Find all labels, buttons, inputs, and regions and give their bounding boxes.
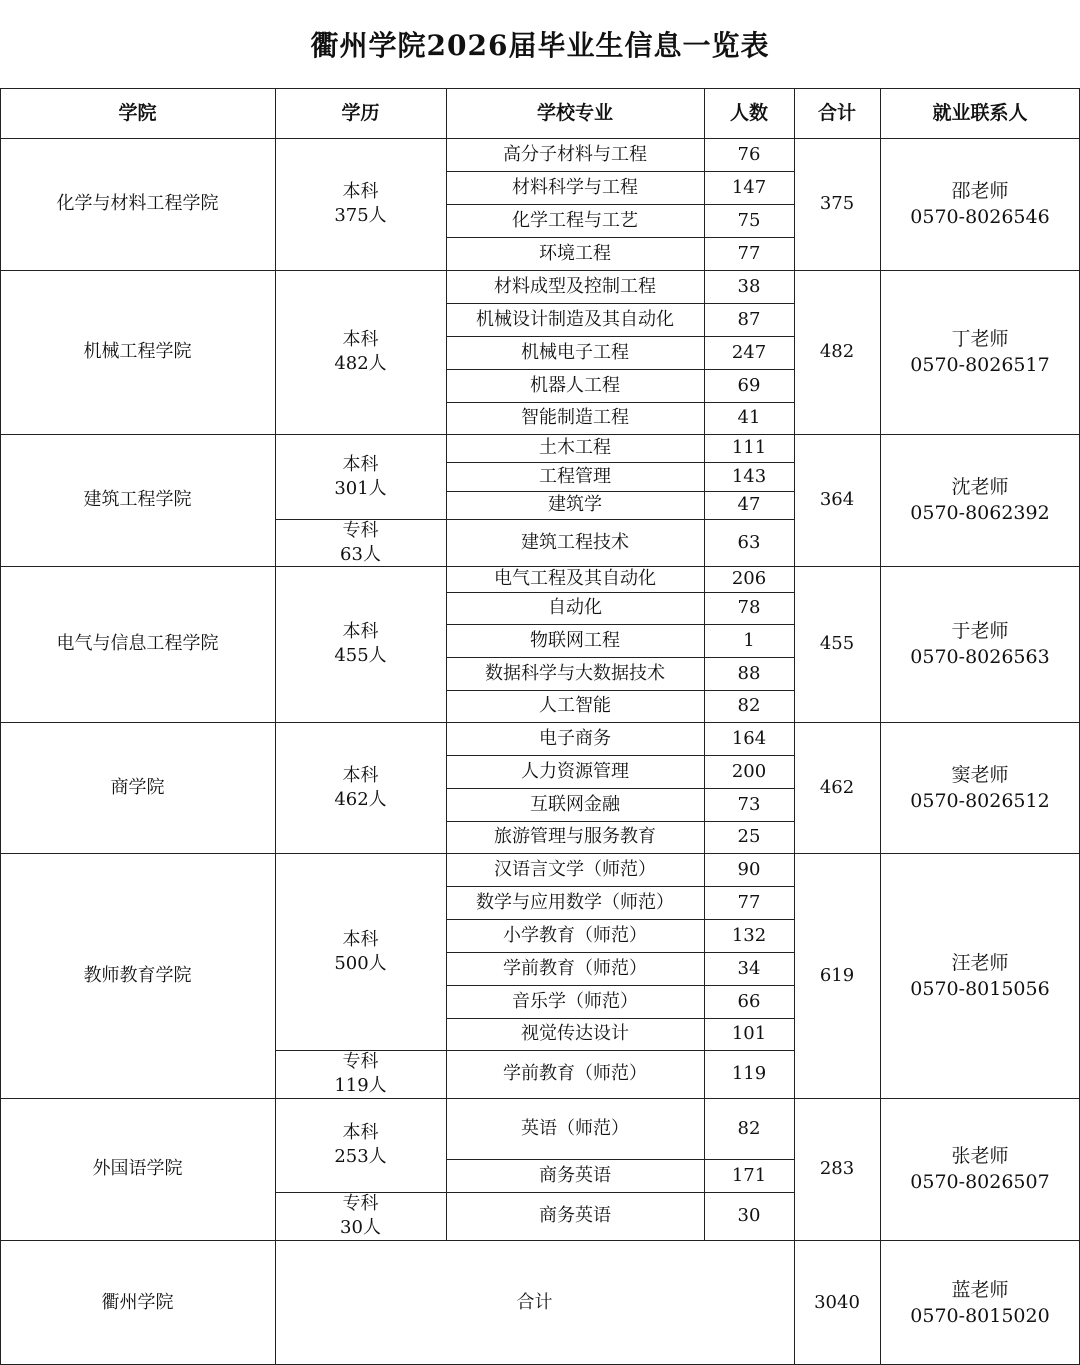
college-contact-line-0: 沈老师 xyxy=(951,476,1009,498)
major-name-text: 化学工程与工艺 xyxy=(512,209,638,231)
college-contact-line-0: 汪老师 xyxy=(951,951,1009,974)
major-count xyxy=(704,1098,794,1159)
college-name xyxy=(0,270,275,434)
major-count-text: 101 xyxy=(731,1023,767,1044)
major-count xyxy=(704,171,794,204)
table-rule xyxy=(446,303,794,304)
college-name-text: 教师教育学院 xyxy=(83,964,192,986)
major-name-text: 材料成型及控制工程 xyxy=(494,275,656,297)
summary-contact-line-0: 蓝老师 xyxy=(951,1278,1009,1301)
major-count xyxy=(704,237,794,270)
college-total-text: 364 xyxy=(819,489,855,510)
summary-college-text: 衢州学院 xyxy=(101,1291,174,1313)
major-count xyxy=(704,952,794,985)
major-count-text: 25 xyxy=(737,826,761,847)
major-count xyxy=(704,657,794,690)
major-count xyxy=(704,722,794,755)
major-count xyxy=(704,1050,794,1098)
table-rule xyxy=(880,1240,881,1365)
major-name xyxy=(446,755,704,788)
header-contact xyxy=(880,88,1080,138)
college-total xyxy=(794,270,880,434)
major-name xyxy=(446,886,704,919)
major-name xyxy=(446,138,704,171)
degree-level xyxy=(275,270,446,434)
degree-level-line-1: 119人 xyxy=(334,1075,387,1096)
college-contact-line-1: 0570-8026546 xyxy=(910,206,1050,228)
major-count-text: 1 xyxy=(743,629,755,651)
major-count-text: 69 xyxy=(737,374,761,396)
college-contact xyxy=(880,270,1080,434)
header-level xyxy=(275,88,446,138)
major-count xyxy=(704,1159,794,1192)
college-contact-line-1: 0570-8026512 xyxy=(910,789,1050,812)
major-name-text: 学前教育（师范） xyxy=(503,1063,647,1084)
degree-level xyxy=(275,519,446,566)
major-name xyxy=(446,270,704,303)
major-name-text: 互联网金融 xyxy=(530,793,620,815)
college-contact-line-0: 邵老师 xyxy=(951,180,1009,202)
college-contact xyxy=(880,434,1080,566)
degree-level-line-1: 455人 xyxy=(334,645,387,666)
table-rule xyxy=(446,624,794,625)
college-contact-line-1: 0570-8026563 xyxy=(910,646,1050,668)
major-name xyxy=(446,657,704,690)
major-name-text: 旅游管理与服务教育 xyxy=(494,826,656,847)
major-count-text: 82 xyxy=(737,1117,761,1139)
college-total xyxy=(794,434,880,566)
major-name-text: 机械电子工程 xyxy=(521,341,629,363)
table-rule xyxy=(446,690,794,691)
college-name xyxy=(0,853,275,1098)
degree-level-line-0: 专科 xyxy=(342,1193,379,1214)
major-count xyxy=(704,919,794,952)
major-name xyxy=(446,434,704,462)
table-rule xyxy=(275,1240,276,1365)
college-contact-line-1: 0570-8062392 xyxy=(910,502,1050,524)
major-name xyxy=(446,1050,704,1098)
major-name xyxy=(446,1018,704,1050)
header-total-text: 合计 xyxy=(817,102,856,124)
degree-level-line-1: 375人 xyxy=(334,205,387,226)
major-count xyxy=(704,985,794,1018)
major-count-text: 38 xyxy=(737,275,761,297)
major-name xyxy=(446,985,704,1018)
header-count xyxy=(704,88,794,138)
major-name-text: 英语（师范） xyxy=(521,1117,629,1139)
major-count-text: 77 xyxy=(737,891,761,913)
major-count-text: 171 xyxy=(731,1164,767,1186)
major-count xyxy=(704,336,794,369)
summary-contact xyxy=(880,1240,1080,1365)
major-count xyxy=(704,821,794,853)
major-name xyxy=(446,369,704,402)
degree-level-line-1: 253人 xyxy=(334,1146,387,1167)
degree-level xyxy=(275,434,446,519)
major-count-text: 34 xyxy=(737,957,761,979)
major-name-text: 自动化 xyxy=(548,597,602,618)
major-name-text: 建筑工程技术 xyxy=(521,531,629,553)
degree-level-line-1: 301人 xyxy=(334,477,387,499)
degree-level-line-0: 本科 xyxy=(342,621,379,642)
college-contact-line-0: 丁老师 xyxy=(951,328,1009,350)
major-name-text: 数据科学与大数据技术 xyxy=(485,662,665,684)
degree-level xyxy=(275,1192,446,1240)
college-total-text: 482 xyxy=(819,341,855,362)
table-rule xyxy=(446,369,794,370)
major-count-text: 47 xyxy=(737,494,761,515)
degree-level xyxy=(275,566,446,722)
college-name-text: 建筑工程学院 xyxy=(83,489,192,510)
major-name-text: 智能制造工程 xyxy=(521,407,629,428)
page-title: 衢州学院2026届毕业生信息一览表 xyxy=(310,29,770,62)
degree-level xyxy=(275,138,446,270)
degree-level-line-0: 本科 xyxy=(342,928,379,950)
college-contact-line-1: 0570-8026507 xyxy=(910,1171,1050,1193)
major-count-text: 143 xyxy=(731,465,767,487)
major-name-text: 电子商务 xyxy=(539,727,611,749)
degree-level-line-1: 63人 xyxy=(340,543,381,565)
major-count-text: 247 xyxy=(731,341,767,363)
table-rule xyxy=(446,204,794,205)
college-name xyxy=(0,566,275,722)
table-rule xyxy=(446,755,794,756)
table-rule xyxy=(446,1018,794,1019)
major-count-text: 41 xyxy=(737,407,761,428)
major-name xyxy=(446,491,704,519)
degree-level xyxy=(275,853,446,1050)
college-name-text: 外国语学院 xyxy=(92,1158,183,1179)
major-count-text: 77 xyxy=(737,242,761,264)
major-count-text: 147 xyxy=(731,176,767,198)
major-name-text: 工程管理 xyxy=(539,465,611,487)
table-rule xyxy=(446,336,794,337)
degree-level-line-0: 本科 xyxy=(342,764,379,786)
college-contact xyxy=(880,1098,1080,1240)
college-total-text: 619 xyxy=(819,964,855,986)
major-count xyxy=(704,1192,794,1240)
major-name-text: 环境工程 xyxy=(539,242,611,264)
major-name xyxy=(446,722,704,755)
table-rule xyxy=(446,1159,794,1160)
major-count xyxy=(704,886,794,919)
major-name-text: 商务英语 xyxy=(539,1205,611,1226)
degree-level-line-0: 本科 xyxy=(342,453,379,475)
major-name-text: 视觉传达设计 xyxy=(521,1023,629,1044)
major-name-text: 商务英语 xyxy=(539,1164,611,1186)
header-major-text: 学校专业 xyxy=(536,102,613,124)
major-count xyxy=(704,519,794,566)
college-total-text: 462 xyxy=(819,776,855,798)
table-rule xyxy=(446,886,794,887)
degree-level xyxy=(275,722,446,853)
major-name xyxy=(446,592,704,624)
degree-level-line-0: 专科 xyxy=(342,1051,379,1072)
college-total-text: 283 xyxy=(819,1158,855,1179)
major-name xyxy=(446,303,704,336)
college-name-text: 电气与信息工程学院 xyxy=(56,633,219,654)
college-contact-line-0: 张老师 xyxy=(951,1145,1009,1167)
major-name-text: 高分子材料与工程 xyxy=(503,143,647,165)
college-contact-line-0: 于老师 xyxy=(951,620,1009,642)
major-name xyxy=(446,462,704,491)
header-college-text: 学院 xyxy=(118,102,157,124)
table-rule xyxy=(446,821,794,822)
header-contact-text: 就业联系人 xyxy=(932,102,1028,124)
college-name-text: 商学院 xyxy=(110,776,165,798)
major-name xyxy=(446,204,704,237)
college-contact-line-0: 窦老师 xyxy=(951,763,1009,786)
table-rule xyxy=(446,592,794,593)
major-count xyxy=(704,138,794,171)
major-count-text: 82 xyxy=(737,695,761,716)
major-name xyxy=(446,1159,704,1192)
major-count xyxy=(704,434,794,462)
major-name xyxy=(446,402,704,434)
major-name xyxy=(446,919,704,952)
college-contact xyxy=(880,138,1080,270)
major-count xyxy=(704,755,794,788)
major-name xyxy=(446,519,704,566)
table-rule xyxy=(0,88,1080,89)
major-name-text: 人工智能 xyxy=(539,695,611,716)
major-count-text: 30 xyxy=(737,1205,761,1226)
degree-level-line-0: 本科 xyxy=(342,181,379,202)
major-name-text: 建筑学 xyxy=(548,494,602,515)
college-name xyxy=(0,138,275,270)
major-name xyxy=(446,821,704,853)
major-count-text: 90 xyxy=(737,858,761,880)
major-count-text: 87 xyxy=(737,308,761,330)
table-rule xyxy=(446,657,794,658)
major-count-text: 73 xyxy=(737,793,761,815)
major-name xyxy=(446,566,704,592)
summary-total xyxy=(794,1240,880,1365)
major-name xyxy=(446,624,704,657)
major-name-text: 人力资源管理 xyxy=(521,760,629,782)
college-contact xyxy=(880,853,1080,1098)
major-count-text: 164 xyxy=(731,727,767,749)
degree-level-line-1: 462人 xyxy=(334,788,387,810)
major-name xyxy=(446,952,704,985)
major-count-text: 78 xyxy=(737,597,761,618)
college-name-text: 机械工程学院 xyxy=(83,341,192,362)
major-count xyxy=(704,853,794,886)
header-level-text: 学历 xyxy=(341,102,380,124)
table-rule xyxy=(794,1240,795,1365)
major-name xyxy=(446,690,704,722)
college-total xyxy=(794,138,880,270)
college-name xyxy=(0,434,275,566)
college-total-text: 375 xyxy=(819,193,855,214)
college-contact xyxy=(880,722,1080,853)
major-name xyxy=(446,237,704,270)
summary-college xyxy=(0,1240,275,1365)
major-count-text: 76 xyxy=(737,143,761,165)
summary-label xyxy=(275,1240,794,1365)
major-count-text: 132 xyxy=(731,924,767,946)
college-total xyxy=(794,566,880,722)
college-contact-line-1: 0570-8026517 xyxy=(910,354,1050,376)
table-rule xyxy=(446,171,794,172)
major-count xyxy=(704,566,794,592)
major-name-text: 音乐学（师范） xyxy=(512,990,638,1012)
summary-total-text: 3040 xyxy=(814,1291,860,1313)
header-major xyxy=(446,88,704,138)
major-name xyxy=(446,1192,704,1240)
major-count xyxy=(704,690,794,722)
table-rule xyxy=(446,985,794,986)
major-name xyxy=(446,853,704,886)
college-name xyxy=(0,722,275,853)
major-name-text: 汉语言文学（师范） xyxy=(494,858,656,880)
college-total-text: 455 xyxy=(819,633,855,654)
major-name-text: 机械设计制造及其自动化 xyxy=(476,308,674,330)
degree-level-line-0: 专科 xyxy=(342,519,379,541)
header-college xyxy=(0,88,275,138)
major-name-text: 机器人工程 xyxy=(530,374,620,396)
table-rule xyxy=(446,491,794,492)
major-name-text: 土木工程 xyxy=(539,437,611,458)
header-total xyxy=(794,88,880,138)
college-name xyxy=(0,1098,275,1240)
table-rule xyxy=(446,462,794,463)
table-rule xyxy=(446,237,794,238)
major-count-text: 206 xyxy=(731,568,767,589)
major-name-text: 电气工程及其自动化 xyxy=(494,568,656,589)
major-count xyxy=(704,491,794,519)
header-count-text: 人数 xyxy=(729,102,768,124)
table-rule xyxy=(446,402,794,403)
major-count-text: 119 xyxy=(731,1063,767,1084)
major-name-text: 物联网工程 xyxy=(530,629,620,651)
college-contact-line-1: 0570-8015056 xyxy=(910,977,1050,1000)
summary-label-text: 合计 xyxy=(516,1291,553,1313)
table-rule xyxy=(446,952,794,953)
major-name-text: 学前教育（师范） xyxy=(503,957,647,979)
major-count-text: 200 xyxy=(731,760,767,782)
major-name xyxy=(446,336,704,369)
degree-level-line-0: 本科 xyxy=(342,329,379,350)
table-rule xyxy=(446,788,794,789)
major-count-text: 75 xyxy=(737,209,761,231)
major-count-text: 63 xyxy=(737,531,761,553)
college-total xyxy=(794,1098,880,1240)
summary-contact-line-1: 0570-8015020 xyxy=(910,1304,1050,1327)
major-count-text: 66 xyxy=(737,990,761,1012)
major-count xyxy=(704,1018,794,1050)
major-name-text: 小学教育（师范） xyxy=(503,924,647,946)
major-count xyxy=(704,462,794,491)
degree-level-line-0: 本科 xyxy=(342,1122,379,1143)
major-count xyxy=(704,624,794,657)
college-contact xyxy=(880,566,1080,722)
major-name-text: 材料科学与工程 xyxy=(512,176,638,198)
major-count xyxy=(704,402,794,434)
major-count xyxy=(704,204,794,237)
college-total xyxy=(794,853,880,1098)
degree-level-line-1: 30人 xyxy=(340,1217,381,1238)
major-count xyxy=(704,592,794,624)
college-total xyxy=(794,722,880,853)
table-rule xyxy=(446,919,794,920)
major-count xyxy=(704,788,794,821)
major-count xyxy=(704,369,794,402)
major-count-text: 111 xyxy=(731,437,767,458)
major-count xyxy=(704,270,794,303)
degree-level xyxy=(275,1098,446,1192)
major-name xyxy=(446,171,704,204)
degree-level-line-1: 482人 xyxy=(334,353,387,374)
major-name xyxy=(446,788,704,821)
degree-level xyxy=(275,1050,446,1098)
major-name-text: 数学与应用数学（师范） xyxy=(476,891,674,913)
major-name xyxy=(446,1098,704,1159)
major-count xyxy=(704,303,794,336)
major-count-text: 88 xyxy=(737,662,761,684)
degree-level-line-1: 500人 xyxy=(334,952,387,974)
college-name-text: 化学与材料工程学院 xyxy=(56,193,219,214)
